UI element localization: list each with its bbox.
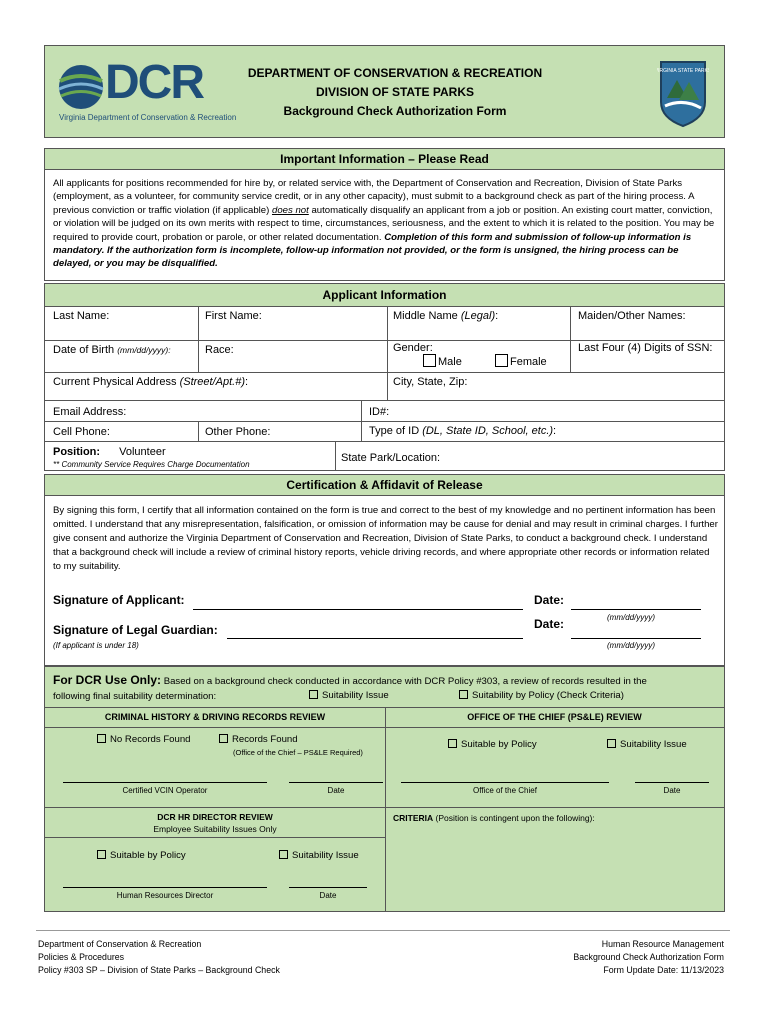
position-label: Position: — [53, 446, 101, 458]
race-field[interactable]: Race: — [205, 344, 234, 356]
chief-label: Office of the Chief — [473, 786, 537, 795]
dcr-opt-policy[interactable] — [459, 690, 624, 701]
chief-review-heading: OFFICE OF THE CHIEF (PS&LE) REVIEW — [467, 712, 642, 722]
applicant-section — [44, 283, 725, 471]
important-text — [53, 177, 719, 271]
date2-line[interactable] — [571, 638, 701, 639]
certification-section — [44, 474, 725, 666]
position-field[interactable] — [53, 446, 166, 460]
date2-format: (mm/dd/yyyy) — [607, 641, 655, 650]
dcr-logo — [57, 56, 237, 126]
criteria-field[interactable] — [393, 813, 595, 823]
chief-suitable-option[interactable] — [448, 739, 537, 750]
city-field[interactable]: City, State, Zip: — [393, 376, 468, 388]
vcin-label: Certified VCIN Operator — [122, 786, 208, 795]
footer-right — [573, 938, 724, 977]
id-field[interactable]: ID#: — [369, 406, 390, 418]
middle-legal-note: (Legal) — [460, 310, 496, 322]
dcr-opt-issue[interactable] — [309, 690, 389, 701]
hr-date-line[interactable] — [289, 887, 367, 888]
footer-right-3: Form Update Date: 11/13/2023 — [603, 965, 724, 975]
middle-name-field[interactable]: Middle Name (Legal): — [393, 310, 499, 322]
does-not-text: does not — [271, 204, 309, 216]
suitability-policy-checkbox[interactable] — [459, 690, 468, 699]
suitability-issue-checkbox[interactable] — [309, 690, 318, 699]
parks-badge-icon — [657, 58, 709, 128]
date1-label: Date: — [534, 593, 565, 607]
female-checkbox[interactable] — [495, 354, 508, 367]
email-field[interactable]: Email Address: — [53, 406, 127, 418]
signature-applicant-label: Signature of Applicant: — [53, 593, 185, 607]
dob-field[interactable] — [53, 344, 171, 358]
criteria-label: CRITERIA — [393, 813, 434, 823]
last-name-field[interactable]: Last Name: — [53, 310, 110, 322]
footer-right-1: Human Resource Management — [601, 939, 724, 949]
important-section — [44, 148, 725, 281]
hr-suitable-option[interactable] — [97, 850, 186, 861]
important-heading: Important Information – Please Read — [45, 149, 724, 170]
female-label: Female — [510, 356, 547, 368]
footer-left-3: Policy #303 SP – Division of State Parks – Background Check — [38, 965, 280, 975]
hr-issue-checkbox[interactable] — [279, 850, 288, 859]
hr-director-line[interactable] — [63, 887, 267, 888]
records-found-checkbox[interactable] — [219, 734, 228, 743]
chief-date-label: Date — [663, 786, 681, 795]
records-found-label: Records Found — [232, 734, 298, 745]
type-id-label: Type of ID — [369, 425, 420, 437]
chief-issue-option[interactable] — [607, 739, 687, 750]
suitability-issue-label: Suitability Issue — [322, 690, 389, 701]
hr-suitable-checkbox[interactable] — [97, 850, 106, 859]
footer-left — [38, 938, 280, 977]
dob-label: Date of Birth — [53, 344, 115, 356]
vcin-date-line[interactable] — [289, 782, 383, 783]
address-field[interactable]: Current Physical Address (Street/Apt.#): — [53, 376, 249, 388]
signature-guardian-line[interactable] — [227, 638, 523, 639]
first-name-field[interactable]: First Name: — [205, 310, 262, 322]
suitability-policy-label: Suitability by Policy (Check Criteria) — [472, 690, 624, 701]
hr-issue-option[interactable] — [279, 850, 359, 861]
hr-suitable-label: Suitable by Policy — [110, 850, 186, 861]
dcr-use-label: For DCR Use Only: — [53, 673, 162, 687]
no-records-option[interactable] — [97, 734, 191, 745]
state-parks-badge — [657, 58, 709, 128]
date1-format: (mm/dd/yyyy) — [607, 613, 655, 622]
vcin-date-label: Date — [327, 786, 345, 795]
signature-applicant-line[interactable] — [193, 609, 523, 610]
chief-suitable-label: Suitable by Policy — [461, 739, 537, 750]
male-checkbox[interactable] — [423, 354, 436, 367]
dob-format: (mm/dd/yyyy): — [117, 345, 171, 355]
chief-suitable-checkbox[interactable] — [448, 739, 457, 748]
logo-subtitle: Virginia Department of Conservation & Recreation — [59, 113, 237, 122]
chief-issue-label: Suitability Issue — [620, 739, 687, 750]
dept-title: DEPARTMENT OF CONSERVATION & RECREATION — [247, 66, 543, 80]
position-value: Volunteer — [119, 446, 166, 458]
gender-male[interactable] — [423, 354, 462, 370]
type-id-format: (DL, State ID, School, etc.) — [422, 425, 554, 437]
criteria-text: (Position is contingent upon the following): — [435, 813, 595, 823]
footer-right-2: Background Check Authorization Form — [573, 952, 724, 962]
form-title: Background Check Authorization Form — [283, 104, 507, 118]
ssn-field[interactable]: Last Four (4) Digits of SSN: — [578, 342, 713, 354]
important-p3: Completion of this form and submission of follow-up information is mandatory. If the authorization form is incomplete, follow-up information not provided, or the form is unsigned, the hiring process can be delayed, or you may be disqualified. — [53, 231, 692, 270]
community-note: ** Community Service Requires Charge Documentation — [53, 460, 250, 469]
globe-icon — [57, 63, 105, 111]
hr-review-sub: Employee Suitability Issues Only — [153, 824, 277, 834]
footer-left-1: Department of Conservation & Recreation — [38, 939, 202, 949]
address-label: Current Physical Address — [53, 376, 177, 388]
signature-guardian-label: Signature of Legal Guardian: — [53, 623, 218, 637]
header-titles — [245, 64, 545, 121]
type-id-field[interactable]: Type of ID (DL, State ID, School, etc.): — [369, 425, 557, 437]
hr-date-label: Date — [319, 891, 337, 900]
middle-name-label: Middle Name — [393, 310, 458, 322]
important-p1: All applicants for positions recommended for hire by, or related service with, the Department of Conservation and Recreation, Division of State Parks (employment, as a volunteer, for community service credit, or in any other capacity), must submit to a background check as part of the hiring process. A previous conviction or traffic violation (if applicable) — [53, 178, 694, 216]
certification-text: By signing this form, I certify that all information contained on the form is true and correct to the best of my knowledge and no pertinent information has been omitted. I understand that any misrepresentation, falsification, or omission of information may be cause for denial and may result in criminal charges. I further give consent and authorize the Virginia Department of Conservation and Recreation, Division of State Parks, to conduct a background check. I understand that a background check will include a review of criminal history reports, vehicle driving records, and where appropriate other records or information related to my suitability. — [53, 505, 718, 572]
park-location-field[interactable]: State Park/Location: — [341, 452, 441, 464]
male-label: Male — [438, 356, 462, 368]
guardian-note: (If applicant is under 18) — [53, 641, 139, 650]
gender-field: Gender: — [393, 342, 433, 354]
records-note: (Office of the Chief – PS&LE Required) — [233, 748, 363, 757]
address-format: (Street/Apt.#) — [179, 376, 245, 388]
no-records-checkbox[interactable] — [97, 734, 106, 743]
logo-text: DCR — [105, 56, 203, 109]
chief-line[interactable] — [401, 782, 609, 783]
chief-issue-checkbox[interactable] — [607, 739, 616, 748]
criminal-review-heading: CRIMINAL HISTORY & DRIVING RECORDS REVIEW — [104, 712, 326, 722]
certification-heading: Certification & Affidavit of Release — [45, 475, 724, 496]
date2-label: Date: — [534, 617, 565, 631]
footer-left-2: Policies & Procedures — [38, 952, 125, 962]
records-found-option[interactable] — [219, 734, 298, 745]
cell-phone-field[interactable]: Cell Phone: — [53, 426, 110, 438]
badge-text: VIRGINIA STATE PARKS — [657, 68, 709, 74]
hr-review-heading: DCR HR DIRECTOR REVIEW — [157, 812, 273, 822]
division-title: DIVISION OF STATE PARKS — [315, 85, 474, 99]
hr-issue-label: Suitability Issue — [292, 850, 359, 861]
dcr-use-text1: Based on a background check conducted in accordance with DCR Policy #303, a review of records resulted in the — [163, 676, 647, 687]
dcr-use-section — [44, 666, 725, 912]
gender-female[interactable] — [495, 354, 547, 370]
footer-divider — [36, 930, 730, 931]
applicant-heading: Applicant Information — [45, 284, 724, 307]
no-records-label: No Records Found — [110, 734, 191, 745]
vcin-line[interactable] — [63, 782, 267, 783]
chief-date-line[interactable] — [635, 782, 709, 783]
header-banner — [44, 45, 725, 138]
other-phone-field[interactable]: Other Phone: — [205, 426, 271, 438]
date1-line[interactable] — [571, 609, 701, 610]
maiden-name-field[interactable]: Maiden/Other Names: — [578, 310, 686, 322]
hr-director-label: Human Resources Director — [116, 891, 214, 900]
important-p2: automatically disqualify an applicant from a job or position. An existing court matter, conviction, or violation will be judged on its own merits with respect to time, circumstances, seriousness, and the extent to which it is related to the position. You may be required to provide court, probation or parole, or other related documentation. — [53, 204, 715, 243]
dcr-use-text2: following final suitability determination: — [53, 691, 217, 702]
